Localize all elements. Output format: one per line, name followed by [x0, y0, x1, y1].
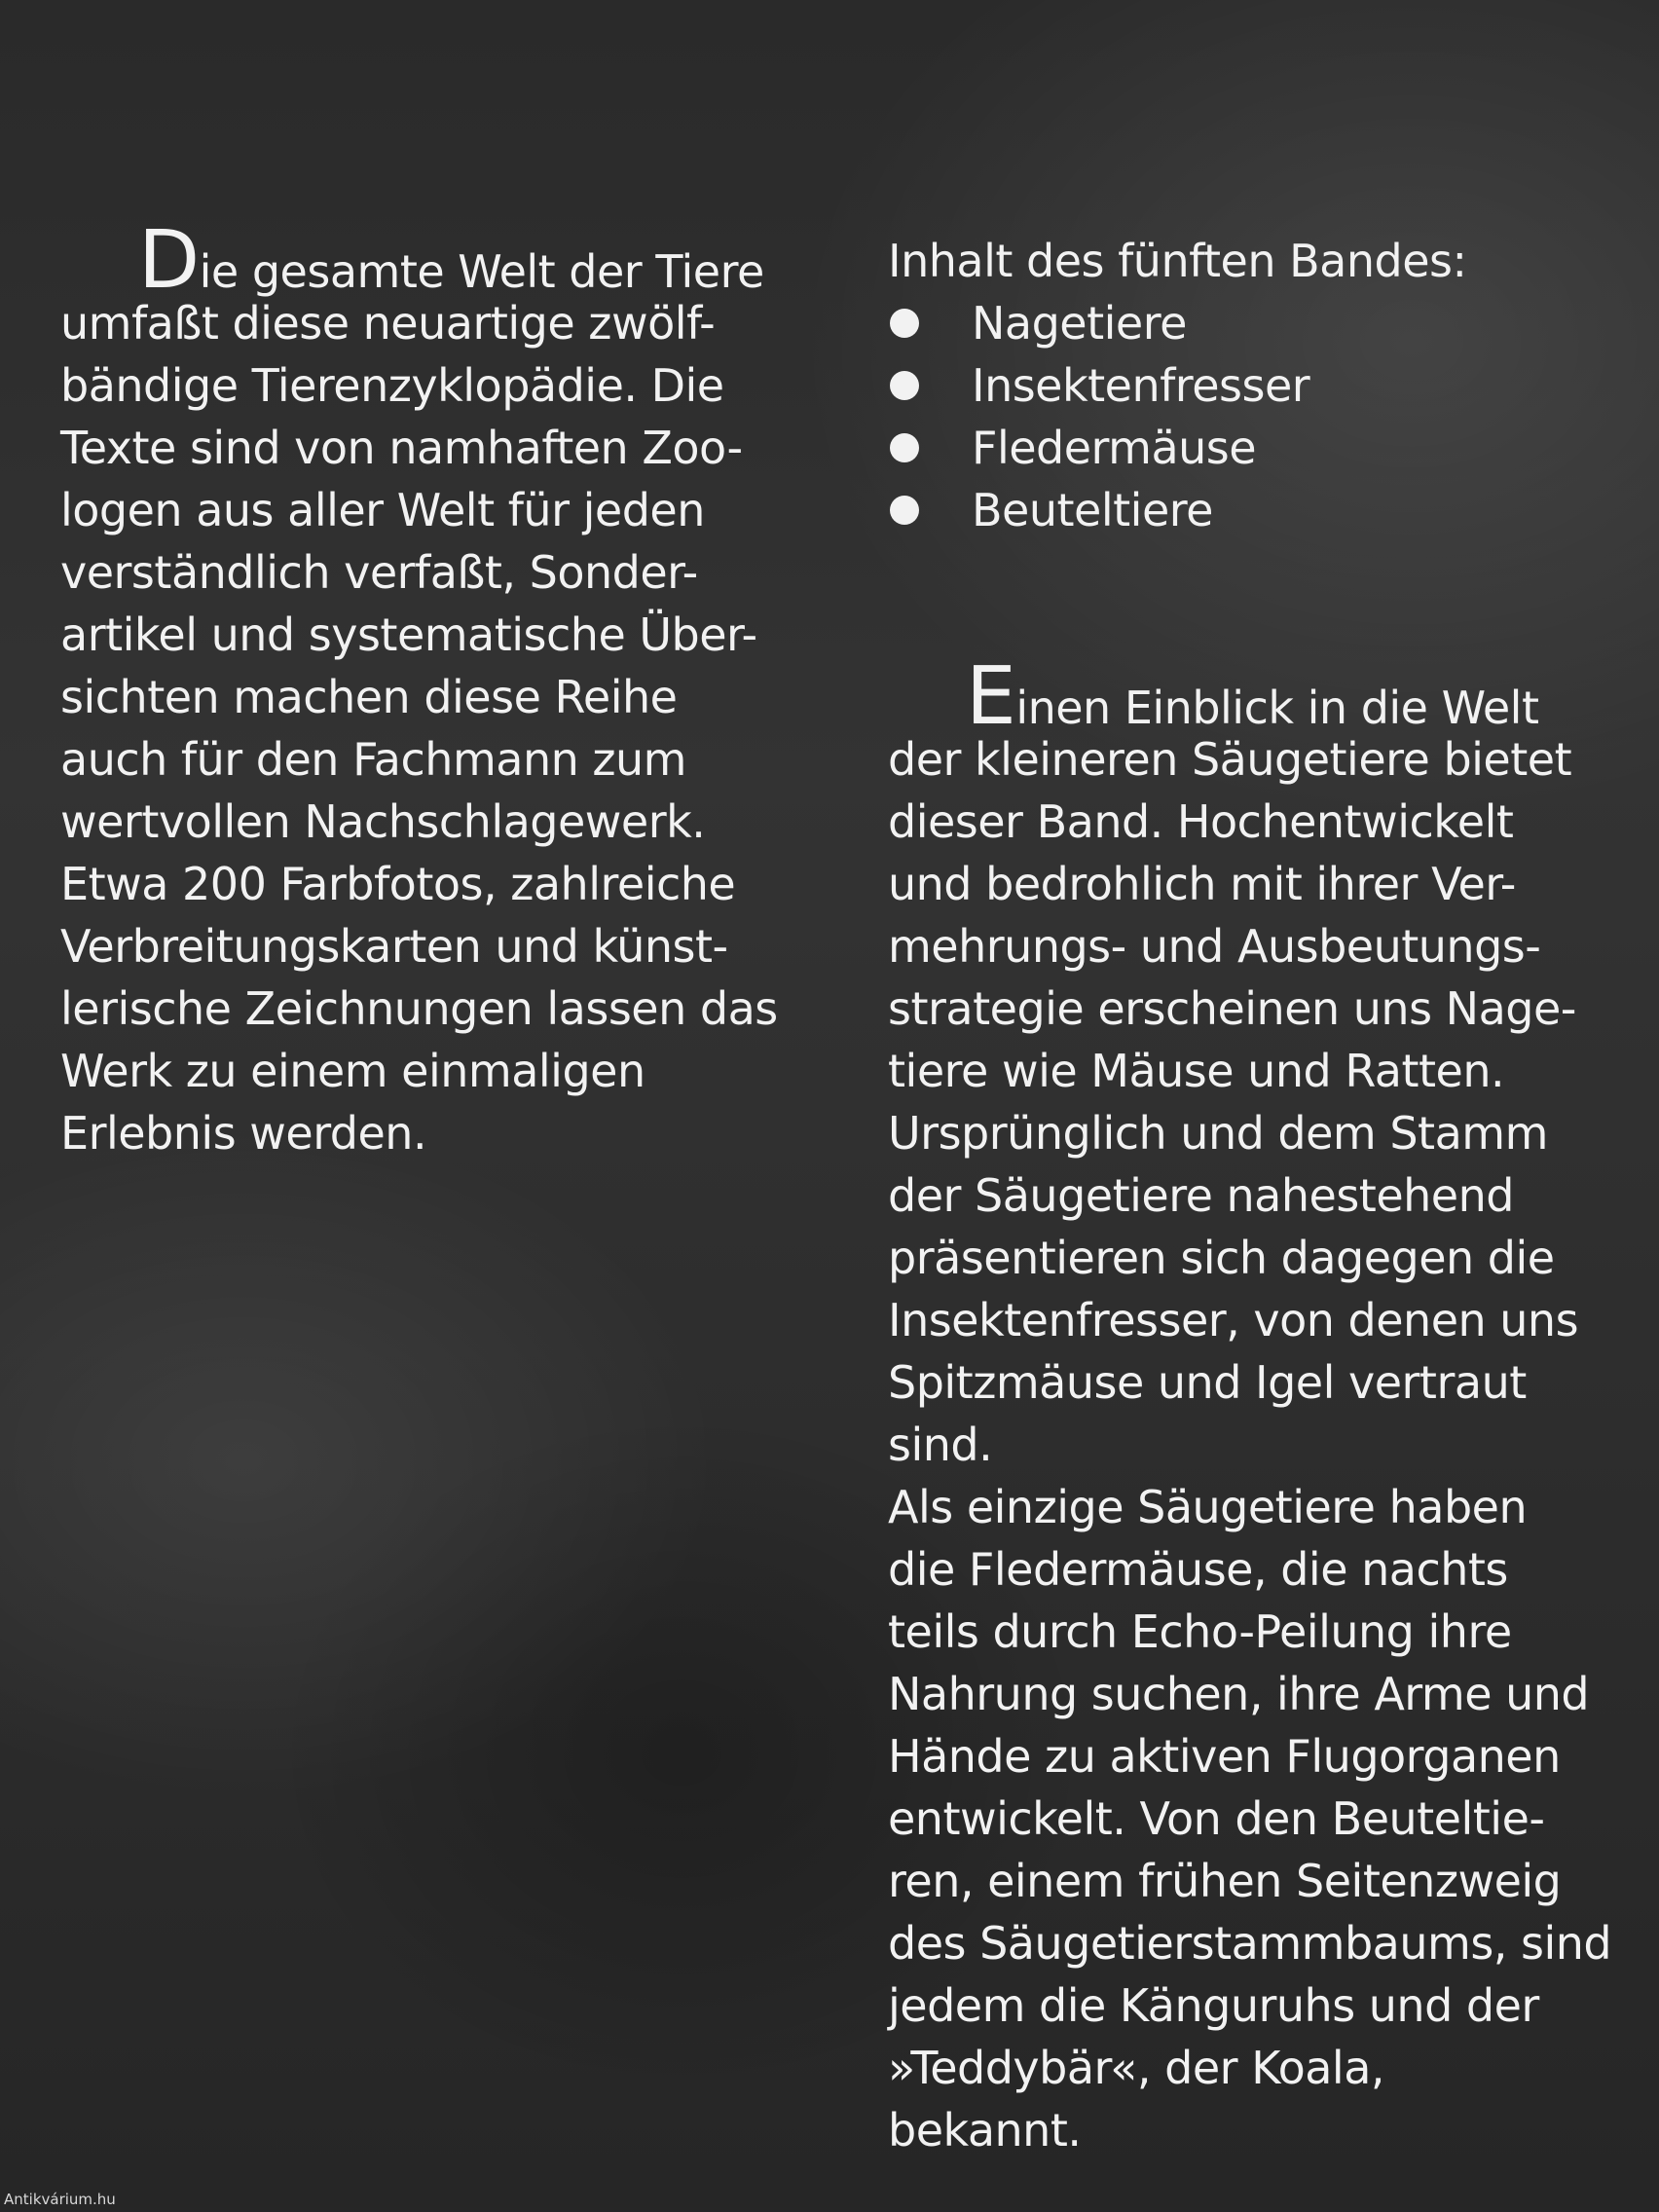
list-item-label: Fledermäuse: [972, 422, 1257, 474]
left-line: Etwa 200 Farbfotos, zahlreiche: [60, 858, 736, 910]
left-first-line: [60, 214, 800, 307]
right-line: Insektenfresser, von denen uns: [888, 1294, 1579, 1346]
left-text-column: [60, 214, 800, 1164]
right-line: jedem die Känguruhs und der: [888, 1979, 1539, 2032]
right-line: ren, einem frühen Seitenzweig: [888, 1855, 1562, 1907]
left-line: auch für den Fachmann zum: [60, 733, 686, 786]
list-item-label: Beuteltiere: [972, 484, 1213, 536]
bullet-icon: [890, 496, 919, 525]
right-line: »Teddybär«, der Koala,: [888, 2042, 1385, 2094]
right-line: inen Einblick in die Welt: [1015, 682, 1539, 734]
list-item-label: Nagetiere: [972, 297, 1187, 350]
right-line: Als einzige Säugetiere haben: [888, 1481, 1528, 1533]
left-line: Werk zu einem einmaligen: [60, 1045, 645, 1097]
left-line: logen aus aller Welt für jeden: [60, 484, 705, 536]
right-line: der Säugetiere nahestehend: [888, 1169, 1514, 1222]
right-line: strategie erscheinen uns Nage-: [888, 982, 1576, 1035]
spacer: [888, 541, 1628, 666]
left-dropcap: D: [138, 214, 200, 307]
left-line: sichten machen diese Reihe: [60, 671, 678, 723]
right-line: die Fledermäuse, die nachts: [888, 1543, 1508, 1596]
left-line: Erlebnis werden.: [60, 1107, 427, 1160]
list-item: [888, 479, 1628, 541]
bullet-icon: [890, 433, 919, 462]
right-line: mehrungs- und Ausbeutungs-: [888, 920, 1541, 973]
right-line: entwickelt. Von den Beuteltie-: [888, 1792, 1545, 1845]
right-line: präsentieren sich dagegen die: [888, 1232, 1555, 1284]
right-line: Spitzmäuse und Igel vertraut: [888, 1356, 1527, 1409]
right-line: Nahrung suchen, ihre Arme und: [888, 1668, 1590, 1720]
right-dropcap: E: [966, 650, 1016, 743]
right-text-column: [888, 230, 1628, 2161]
left-line: wertvollen Nachschlagewerk.: [60, 795, 706, 848]
left-line: artikel und systematische Über-: [60, 608, 757, 661]
watermark: Antikvárium.hu: [4, 2191, 116, 2208]
left-line: bändige Tierenzyklopädie. Die: [60, 359, 724, 412]
right-line: Hände zu aktiven Flugorganen: [888, 1730, 1561, 1783]
left-line: ie gesamte Welt der Tiere: [199, 245, 764, 298]
right-line: teils durch Echo-Peilung ihre: [888, 1605, 1512, 1658]
list-item-label: Insektenfresser: [972, 359, 1310, 412]
right-line: tiere wie Mäuse und Ratten.: [888, 1045, 1505, 1097]
bullet-icon: [890, 371, 919, 400]
contents-list: [888, 292, 1628, 541]
right-line: der kleineren Säugetiere bietet: [888, 733, 1572, 786]
right-line: Ursprünglich und dem Stamm: [888, 1107, 1548, 1160]
right-line: sind.: [888, 1419, 993, 1471]
right-line: bekannt.: [888, 2104, 1082, 2157]
list-item: [888, 417, 1628, 479]
right-line: des Säugetierstammbaums, sind: [888, 1917, 1612, 1970]
right-line: und bedrohlich mit ihrer Ver-: [888, 858, 1516, 910]
left-line: Verbreitungskarten und künst-: [60, 920, 728, 973]
list-item: [888, 292, 1628, 354]
left-line: lerische Zeichnungen lassen das: [60, 982, 778, 1035]
left-line: umfaßt diese neuartige zwölf-: [60, 297, 716, 350]
bullet-icon: [890, 309, 919, 338]
list-item: [888, 354, 1628, 417]
right-first-line: [888, 650, 1628, 743]
left-line: Texte sind von namhaften Zoo-: [60, 422, 743, 474]
contents-heading: Inhalt des fünften Bandes:: [888, 235, 1467, 287]
right-line: dieser Band. Hochentwickelt: [888, 795, 1514, 848]
left-line: verständlich verfaßt, Sonder-: [60, 546, 698, 599]
